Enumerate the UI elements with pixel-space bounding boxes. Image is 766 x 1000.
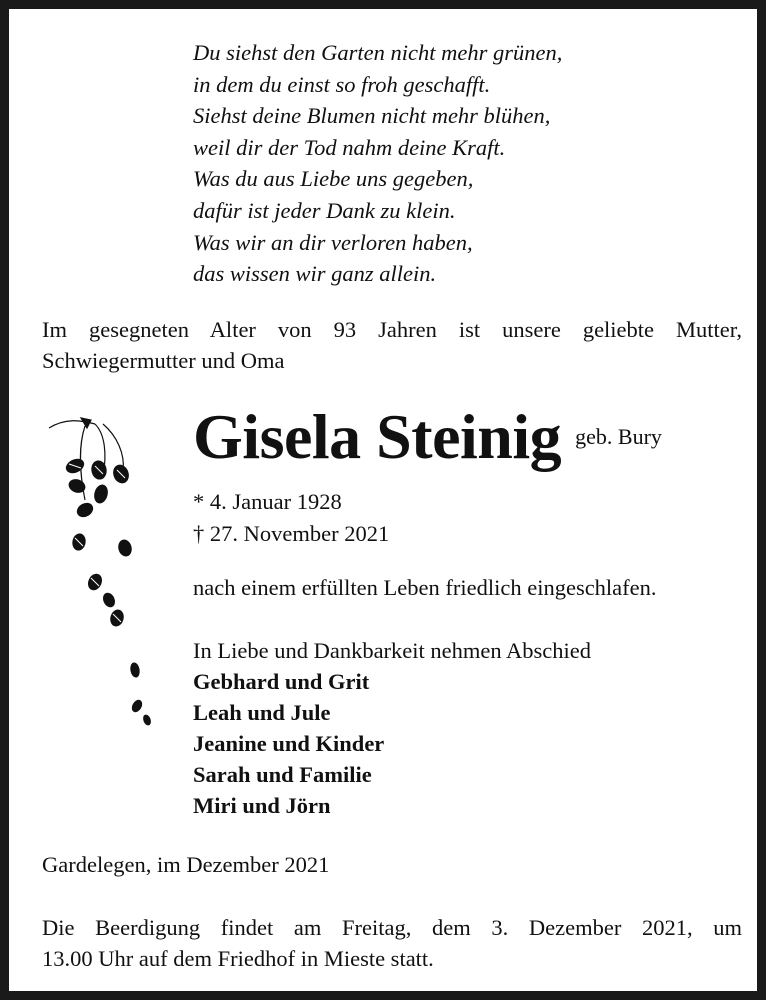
poem-line: das wissen wir ganz allein. <box>193 261 437 287</box>
poem-line: Was wir an dir verloren haben, <box>193 229 473 255</box>
birth-date: * 4. Januar 1928 <box>193 489 342 514</box>
maiden-name: geb. Bury <box>575 424 662 449</box>
funeral-info <box>42 912 742 974</box>
poem-line: in dem du einst so froh geschafft. <box>193 71 491 97</box>
poem-line: Siehst deine Blumen nicht mehr blühen, <box>193 103 551 129</box>
funeral-line: Die Beerdigung findet am Freitag, dem 3. Dezember 2021, um <box>42 915 742 940</box>
mourner-family: Leah und Jule <box>193 700 331 725</box>
mourners-block <box>193 635 591 821</box>
death-date: † 27. November 2021 <box>193 521 390 546</box>
life-dates <box>193 486 389 550</box>
mourner-family: Jeanine und Kinder <box>193 731 385 756</box>
deceased-name-row <box>193 397 662 477</box>
deceased-name: Gisela Steinig <box>193 401 562 472</box>
poem-line: Du siehst den Garten nicht mehr grünen, <box>193 40 563 65</box>
intro-line: Schwiegermutter und Oma <box>42 348 285 373</box>
poem-line: dafür ist jeder Dank zu klein. <box>193 197 456 223</box>
poem-line: Was du aus Liebe uns gegeben, <box>193 166 474 192</box>
intro-text <box>42 314 742 376</box>
place-date: Gardelegen, im Dezember 2021 <box>42 852 330 877</box>
falling-leaves-icon <box>45 414 155 734</box>
poem-line: weil dir der Tod nahm deine Kraft. <box>193 134 506 160</box>
passed-text: nach einem erfüllten Leben friedlich eingeschlafen. <box>193 575 657 600</box>
mourner-family: Gebhard und Grit <box>193 669 370 694</box>
intro-line: Im gesegneten Alter von 93 Jahren ist unsere geliebte Mutter, <box>42 317 742 342</box>
memorial-poem <box>193 37 562 290</box>
funeral-line: 13.00 Uhr auf dem Friedhof in Mieste statt. <box>42 946 434 971</box>
mourner-family: Sarah und Familie <box>193 762 372 787</box>
mourners-lead: In Liebe und Dankbarkeit nehmen Abschied <box>193 638 592 663</box>
mourner-family: Miri und Jörn <box>193 793 331 818</box>
